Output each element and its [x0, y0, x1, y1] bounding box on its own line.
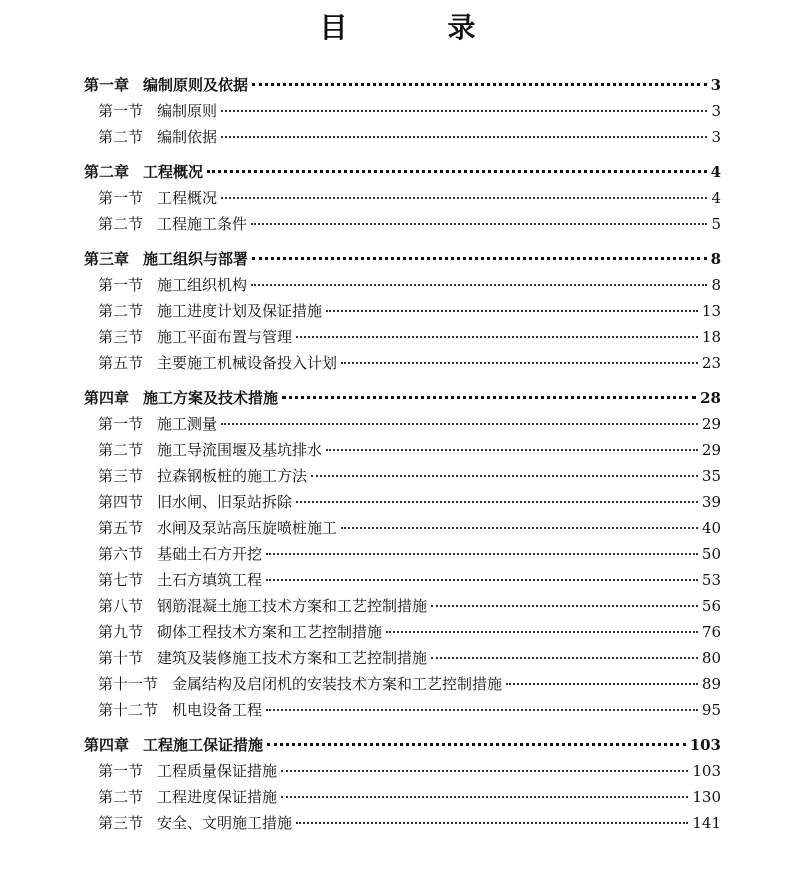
toc-dot-leader	[207, 170, 707, 173]
toc-entry-label	[98, 596, 427, 616]
toc-entry-number: 第四节	[98, 493, 144, 511]
toc-page-number: 3	[711, 102, 721, 120]
toc-entry-number: 第二章	[84, 163, 130, 181]
toc-page-number: 29	[701, 415, 721, 433]
toc-entry-number: 第四章	[84, 736, 130, 754]
toc-entry-number: 第一节	[98, 415, 144, 433]
toc-page-number: 3	[710, 76, 721, 94]
toc-dot-leader	[251, 223, 707, 225]
toc-section-entry[interactable]	[84, 642, 721, 668]
toc-section-entry[interactable]	[84, 347, 721, 373]
toc-section-entry[interactable]	[84, 781, 721, 807]
toc-page-number: 4	[711, 189, 721, 207]
toc-section-entry[interactable]	[84, 590, 721, 616]
toc-entry-title: 金属结构及启闭机的安装技术方案和工艺控制措施	[172, 675, 503, 693]
toc-chapter-entry[interactable]	[84, 377, 721, 408]
toc-dot-leader	[221, 110, 707, 112]
toc-page-number: 141	[692, 814, 721, 832]
toc-page-number: 130	[692, 788, 721, 806]
toc-section-entry[interactable]	[84, 755, 721, 781]
toc-section-entry[interactable]	[84, 512, 721, 538]
toc-section-entry[interactable]	[84, 486, 721, 512]
toc-page-number: 28	[700, 389, 721, 407]
toc-entry-number: 第三章	[84, 250, 130, 268]
toc-entry-label	[98, 214, 247, 234]
toc-dot-leader	[431, 605, 698, 607]
toc-entry-label	[98, 188, 217, 208]
toc-section-entry[interactable]	[84, 208, 721, 234]
toc-section-entry[interactable]	[84, 95, 721, 121]
toc-entry-number: 第五节	[98, 354, 144, 372]
toc-page-number: 95	[701, 701, 721, 719]
toc-dot-leader	[311, 475, 698, 477]
toc-entry-label	[98, 813, 292, 833]
toc-entry-number: 第一章	[84, 76, 130, 94]
toc-page-number: 8	[711, 276, 721, 294]
toc-entry-title: 工程施工条件	[157, 215, 248, 233]
toc-page-number: 80	[701, 649, 721, 667]
toc-entry-title: 施工平面布置与管理	[157, 328, 293, 346]
page-title: 目 录	[319, 11, 512, 44]
toc-entry-title: 机电设备工程	[172, 701, 263, 719]
toc-entry-title: 基础土石方开挖	[157, 545, 263, 563]
toc-entry-number: 第六节	[98, 545, 144, 563]
toc-entry-number: 第八节	[98, 597, 144, 615]
toc-entry-label	[98, 101, 217, 121]
toc-entry-number: 第二节	[98, 441, 144, 459]
toc-dot-leader	[341, 362, 698, 364]
toc-entry-label	[98, 787, 277, 807]
toc-dot-leader	[296, 336, 698, 338]
toc-entry-title: 主要施工机械设备投入计划	[157, 354, 338, 372]
toc-dot-leader	[506, 683, 698, 685]
toc-entry-title: 施工组织与部署	[143, 250, 249, 268]
toc-entry-title: 施工组织机构	[157, 276, 248, 294]
toc-section-entry[interactable]	[84, 182, 721, 208]
toc-chapter-entry[interactable]	[84, 724, 721, 755]
toc-section-entry[interactable]	[84, 694, 721, 720]
toc-entry-number: 第七节	[98, 571, 144, 589]
toc-entry-title: 编制原则及依据	[143, 76, 249, 94]
toc-page-number: 76	[701, 623, 721, 641]
toc-entry-label	[84, 388, 278, 408]
toc-entry-title: 施工测量	[157, 415, 218, 433]
toc-entry-number: 第二节	[98, 302, 144, 320]
toc-entry-label	[98, 674, 502, 694]
toc-entry-number: 第三节	[98, 814, 144, 832]
toc-entry-label	[98, 648, 427, 668]
toc-dot-leader	[266, 579, 698, 581]
toc-entry-title: 拉森钢板桩的施工方法	[157, 467, 308, 485]
toc-page-number: 50	[701, 545, 721, 563]
toc-page-number: 53	[701, 571, 721, 589]
toc-dot-leader	[266, 553, 698, 555]
toc-dot-leader	[252, 83, 707, 86]
toc-page-number: 5	[711, 215, 721, 233]
toc-dot-leader	[326, 449, 698, 451]
toc-dot-leader	[431, 657, 698, 659]
toc-entry-label	[98, 544, 262, 564]
toc-entry-title: 施工方案及技术措施	[143, 389, 279, 407]
toc-section-entry[interactable]	[84, 269, 721, 295]
toc-page-number: 8	[710, 250, 721, 268]
toc-entry-number: 第一节	[98, 762, 144, 780]
toc-dot-leader	[281, 796, 688, 798]
toc-section-entry[interactable]	[84, 295, 721, 321]
toc-dot-leader	[386, 631, 698, 633]
toc-chapter-entry[interactable]	[84, 64, 721, 95]
toc-dot-leader	[326, 310, 698, 312]
toc-entry-number: 第五节	[98, 519, 144, 537]
toc-entry-title: 工程概况	[143, 163, 204, 181]
toc-entry-title: 编制原则	[157, 102, 218, 120]
toc-entry-number: 第十一节	[98, 675, 159, 693]
toc-page-number: 3	[711, 128, 721, 146]
toc-entry-label	[98, 761, 277, 781]
toc-entry-label	[98, 440, 322, 460]
toc-entry-title: 安全、文明施工措施	[157, 814, 293, 832]
toc-entry-number: 第九节	[98, 623, 144, 641]
toc-section-entry[interactable]	[84, 121, 721, 147]
toc-dot-leader	[341, 527, 698, 529]
toc-entry-number: 第三节	[98, 467, 144, 485]
toc-section-entry[interactable]	[84, 564, 721, 590]
toc-page-number: 89	[701, 675, 721, 693]
toc-entry-label	[98, 466, 307, 486]
toc-entry-title: 工程施工保证措施	[143, 736, 264, 754]
toc-page-number: 18	[701, 328, 721, 346]
toc-entry-label	[98, 622, 382, 642]
toc-section-entry[interactable]	[84, 321, 721, 347]
toc-entry-title: 工程进度保证措施	[157, 788, 278, 806]
toc-entry-number: 第二节	[98, 215, 144, 233]
toc-entry-label	[98, 570, 262, 590]
toc-chapter-entry[interactable]	[84, 238, 721, 269]
toc-entry-title: 施工进度计划及保证措施	[157, 302, 323, 320]
toc-entry-label	[84, 249, 248, 269]
table-of-contents	[84, 64, 721, 833]
toc-dot-leader	[221, 423, 698, 425]
toc-entry-number: 第二节	[98, 128, 144, 146]
toc-page-number: 56	[701, 597, 721, 615]
toc-entry-label	[98, 700, 262, 720]
toc-entry-title: 土石方填筑工程	[157, 571, 263, 589]
toc-entry-label	[98, 301, 322, 321]
toc-entry-number: 第十二节	[98, 701, 159, 719]
toc-page-number: 35	[701, 467, 721, 485]
toc-dot-leader	[296, 822, 688, 824]
toc-section-entry[interactable]	[84, 408, 721, 434]
toc-dot-leader	[251, 284, 707, 286]
toc-entry-label	[98, 353, 337, 373]
toc-entry-title: 工程概况	[157, 189, 218, 207]
toc-entry-label	[84, 162, 203, 182]
toc-page-number: 4	[710, 163, 721, 181]
toc-entry-number: 第三节	[98, 328, 144, 346]
toc-entry-label	[98, 492, 292, 512]
toc-section-entry[interactable]	[84, 460, 721, 486]
toc-entry-label	[98, 414, 217, 434]
toc-entry-label	[98, 327, 292, 347]
toc-entry-label	[98, 275, 247, 295]
toc-dot-leader	[221, 136, 707, 138]
toc-entry-label	[84, 735, 263, 755]
toc-entry-label	[84, 75, 248, 95]
toc-page-number: 103	[692, 762, 721, 780]
toc-page-number: 39	[701, 493, 721, 511]
toc-entry-title: 旧水闸、旧泵站拆除	[157, 493, 293, 511]
toc-page-number: 23	[701, 354, 721, 372]
toc-dot-leader	[252, 257, 707, 260]
toc-section-entry[interactable]	[84, 807, 721, 833]
toc-entry-title: 钢筋混凝土施工技术方案和工艺控制措施	[157, 597, 428, 615]
toc-entry-number: 第一节	[98, 102, 144, 120]
toc-entry-label	[98, 127, 217, 147]
toc-entry-number: 第一节	[98, 189, 144, 207]
toc-dot-leader	[282, 396, 696, 399]
toc-entry-title: 水闸及泵站高压旋喷桩施工	[157, 519, 338, 537]
toc-entry-title: 建筑及装修施工技术方案和工艺控制措施	[157, 649, 428, 667]
toc-page-number: 13	[701, 302, 721, 320]
toc-chapter-entry[interactable]	[84, 151, 721, 182]
toc-page-number: 29	[701, 441, 721, 459]
toc-dot-leader	[281, 770, 688, 772]
toc-dot-leader	[296, 501, 698, 503]
toc-entry-number: 第二节	[98, 788, 144, 806]
toc-section-entry[interactable]	[84, 538, 721, 564]
toc-section-entry[interactable]	[84, 434, 721, 460]
toc-dot-leader	[266, 709, 698, 711]
toc-entry-number: 第四章	[84, 389, 130, 407]
toc-section-entry[interactable]	[84, 668, 721, 694]
toc-entry-title: 砌体工程技术方案和工艺控制措施	[157, 623, 383, 641]
toc-entry-title: 工程质量保证措施	[157, 762, 278, 780]
toc-dot-leader	[221, 197, 707, 199]
toc-entry-number: 第一节	[98, 276, 144, 294]
toc-entry-title: 编制依据	[157, 128, 218, 146]
toc-entry-label	[98, 518, 337, 538]
toc-entry-number: 第十节	[98, 649, 144, 667]
toc-page-number: 103	[689, 736, 721, 754]
toc-dot-leader	[267, 743, 686, 746]
toc-page-number: 40	[701, 519, 721, 537]
toc-entry-title: 施工导流围堰及基坑排水	[157, 441, 323, 459]
toc-section-entry[interactable]	[84, 616, 721, 642]
